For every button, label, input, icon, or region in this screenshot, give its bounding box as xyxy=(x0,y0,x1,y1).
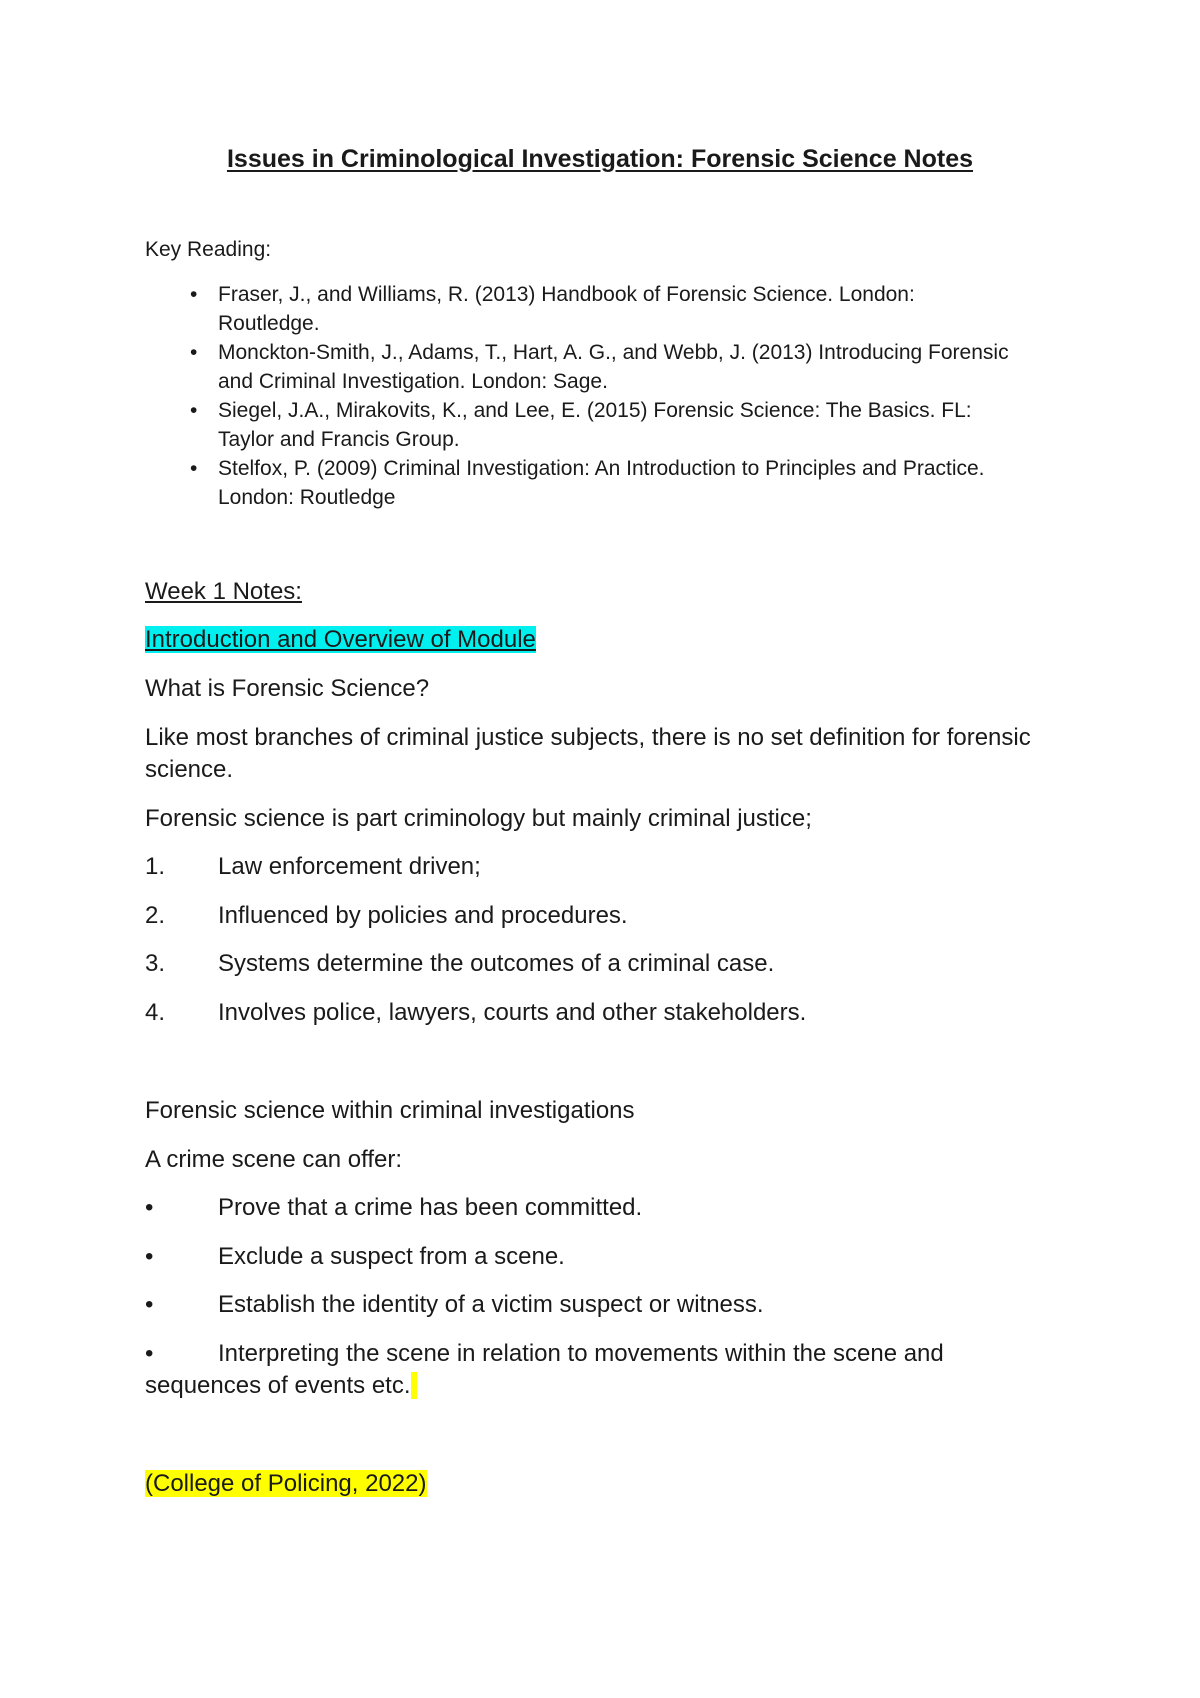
bullet-icon: • xyxy=(145,1291,154,1318)
offer-continuation xyxy=(145,1372,417,1400)
reference-item xyxy=(190,454,1070,512)
reference-line: London: Routledge xyxy=(218,486,396,509)
reference-list xyxy=(190,280,1070,512)
highlight-mark xyxy=(411,1372,418,1399)
item-text: Influenced by policies and procedures. xyxy=(218,902,628,929)
item-number: 4. xyxy=(145,999,166,1026)
item-number: 3. xyxy=(145,950,166,977)
offer-intro: A crime scene can offer: xyxy=(145,1146,403,1173)
citation-text: (College of Policing, 2022) xyxy=(145,1470,427,1497)
reference-line: Routledge. xyxy=(218,312,320,335)
key-reading-label: Key Reading: xyxy=(145,238,272,261)
item-text: Interpreting the scene in relation to movements within the scene and xyxy=(218,1340,944,1367)
item-text: Exclude a suspect from a scene. xyxy=(218,1243,565,1270)
item-number: 1. xyxy=(145,853,166,880)
item-text: Involves police, lawyers, courts and other stakeholders. xyxy=(218,999,807,1026)
question-text: What is Forensic Science? xyxy=(145,675,430,702)
bullet-icon: • xyxy=(190,457,198,480)
bullet-icon: • xyxy=(190,399,198,422)
reference-line: Monckton-Smith, J., Adams, T., Hart, A. G., and Webb, J. (2013) Introducing Forensic xyxy=(218,341,1009,364)
reference-line: and Criminal Investigation. London: Sage. xyxy=(218,370,608,393)
bullet-icon: • xyxy=(145,1340,154,1367)
reference-line: Stelfox, P. (2009) Criminal Investigation: An Introduction to Principles and Practice. xyxy=(218,457,985,480)
document-title: Issues in Criminological Investigation: Forensic Science Notes xyxy=(226,145,974,173)
week-heading: Week 1 Notes: xyxy=(145,578,302,605)
item-text: Law enforcement driven; xyxy=(218,853,481,880)
item-text: Establish the identity of a victim suspect or witness. xyxy=(218,1291,764,1318)
section-title xyxy=(145,626,536,654)
bullet-icon: • xyxy=(145,1194,154,1221)
reference-item xyxy=(190,280,1070,338)
reference-line: Taylor and Francis Group. xyxy=(218,428,460,451)
citation xyxy=(145,1470,427,1498)
bullet-icon: • xyxy=(190,341,198,364)
bullet-icon: • xyxy=(145,1243,154,1270)
item-number: 2. xyxy=(145,902,166,929)
subheading: Forensic science within criminal investigations xyxy=(145,1097,635,1124)
paragraph: Forensic science is part criminology but mainly criminal justice; xyxy=(145,805,812,832)
item-text: Systems determine the outcomes of a criminal case. xyxy=(218,950,775,977)
reference-line: Siegel, J.A., Mirakovits, K., and Lee, E. (2015) Forensic Science: The Basics. FL: xyxy=(218,399,972,422)
reference-item xyxy=(190,396,1070,454)
paragraph-line: science. xyxy=(145,756,234,783)
reference-line: Fraser, J., and Williams, R. (2013) Handbook of Forensic Science. London: xyxy=(218,283,915,306)
section-title-text: Introduction and Overview of Module xyxy=(145,626,536,653)
continuation-text: sequences of events etc. xyxy=(145,1372,411,1399)
bullet-icon: • xyxy=(190,283,198,306)
paragraph-line: Like most branches of criminal justice subjects, there is no set definition for forensic xyxy=(145,724,1031,751)
item-text: Prove that a crime has been committed. xyxy=(218,1194,643,1221)
reference-item xyxy=(190,338,1070,396)
